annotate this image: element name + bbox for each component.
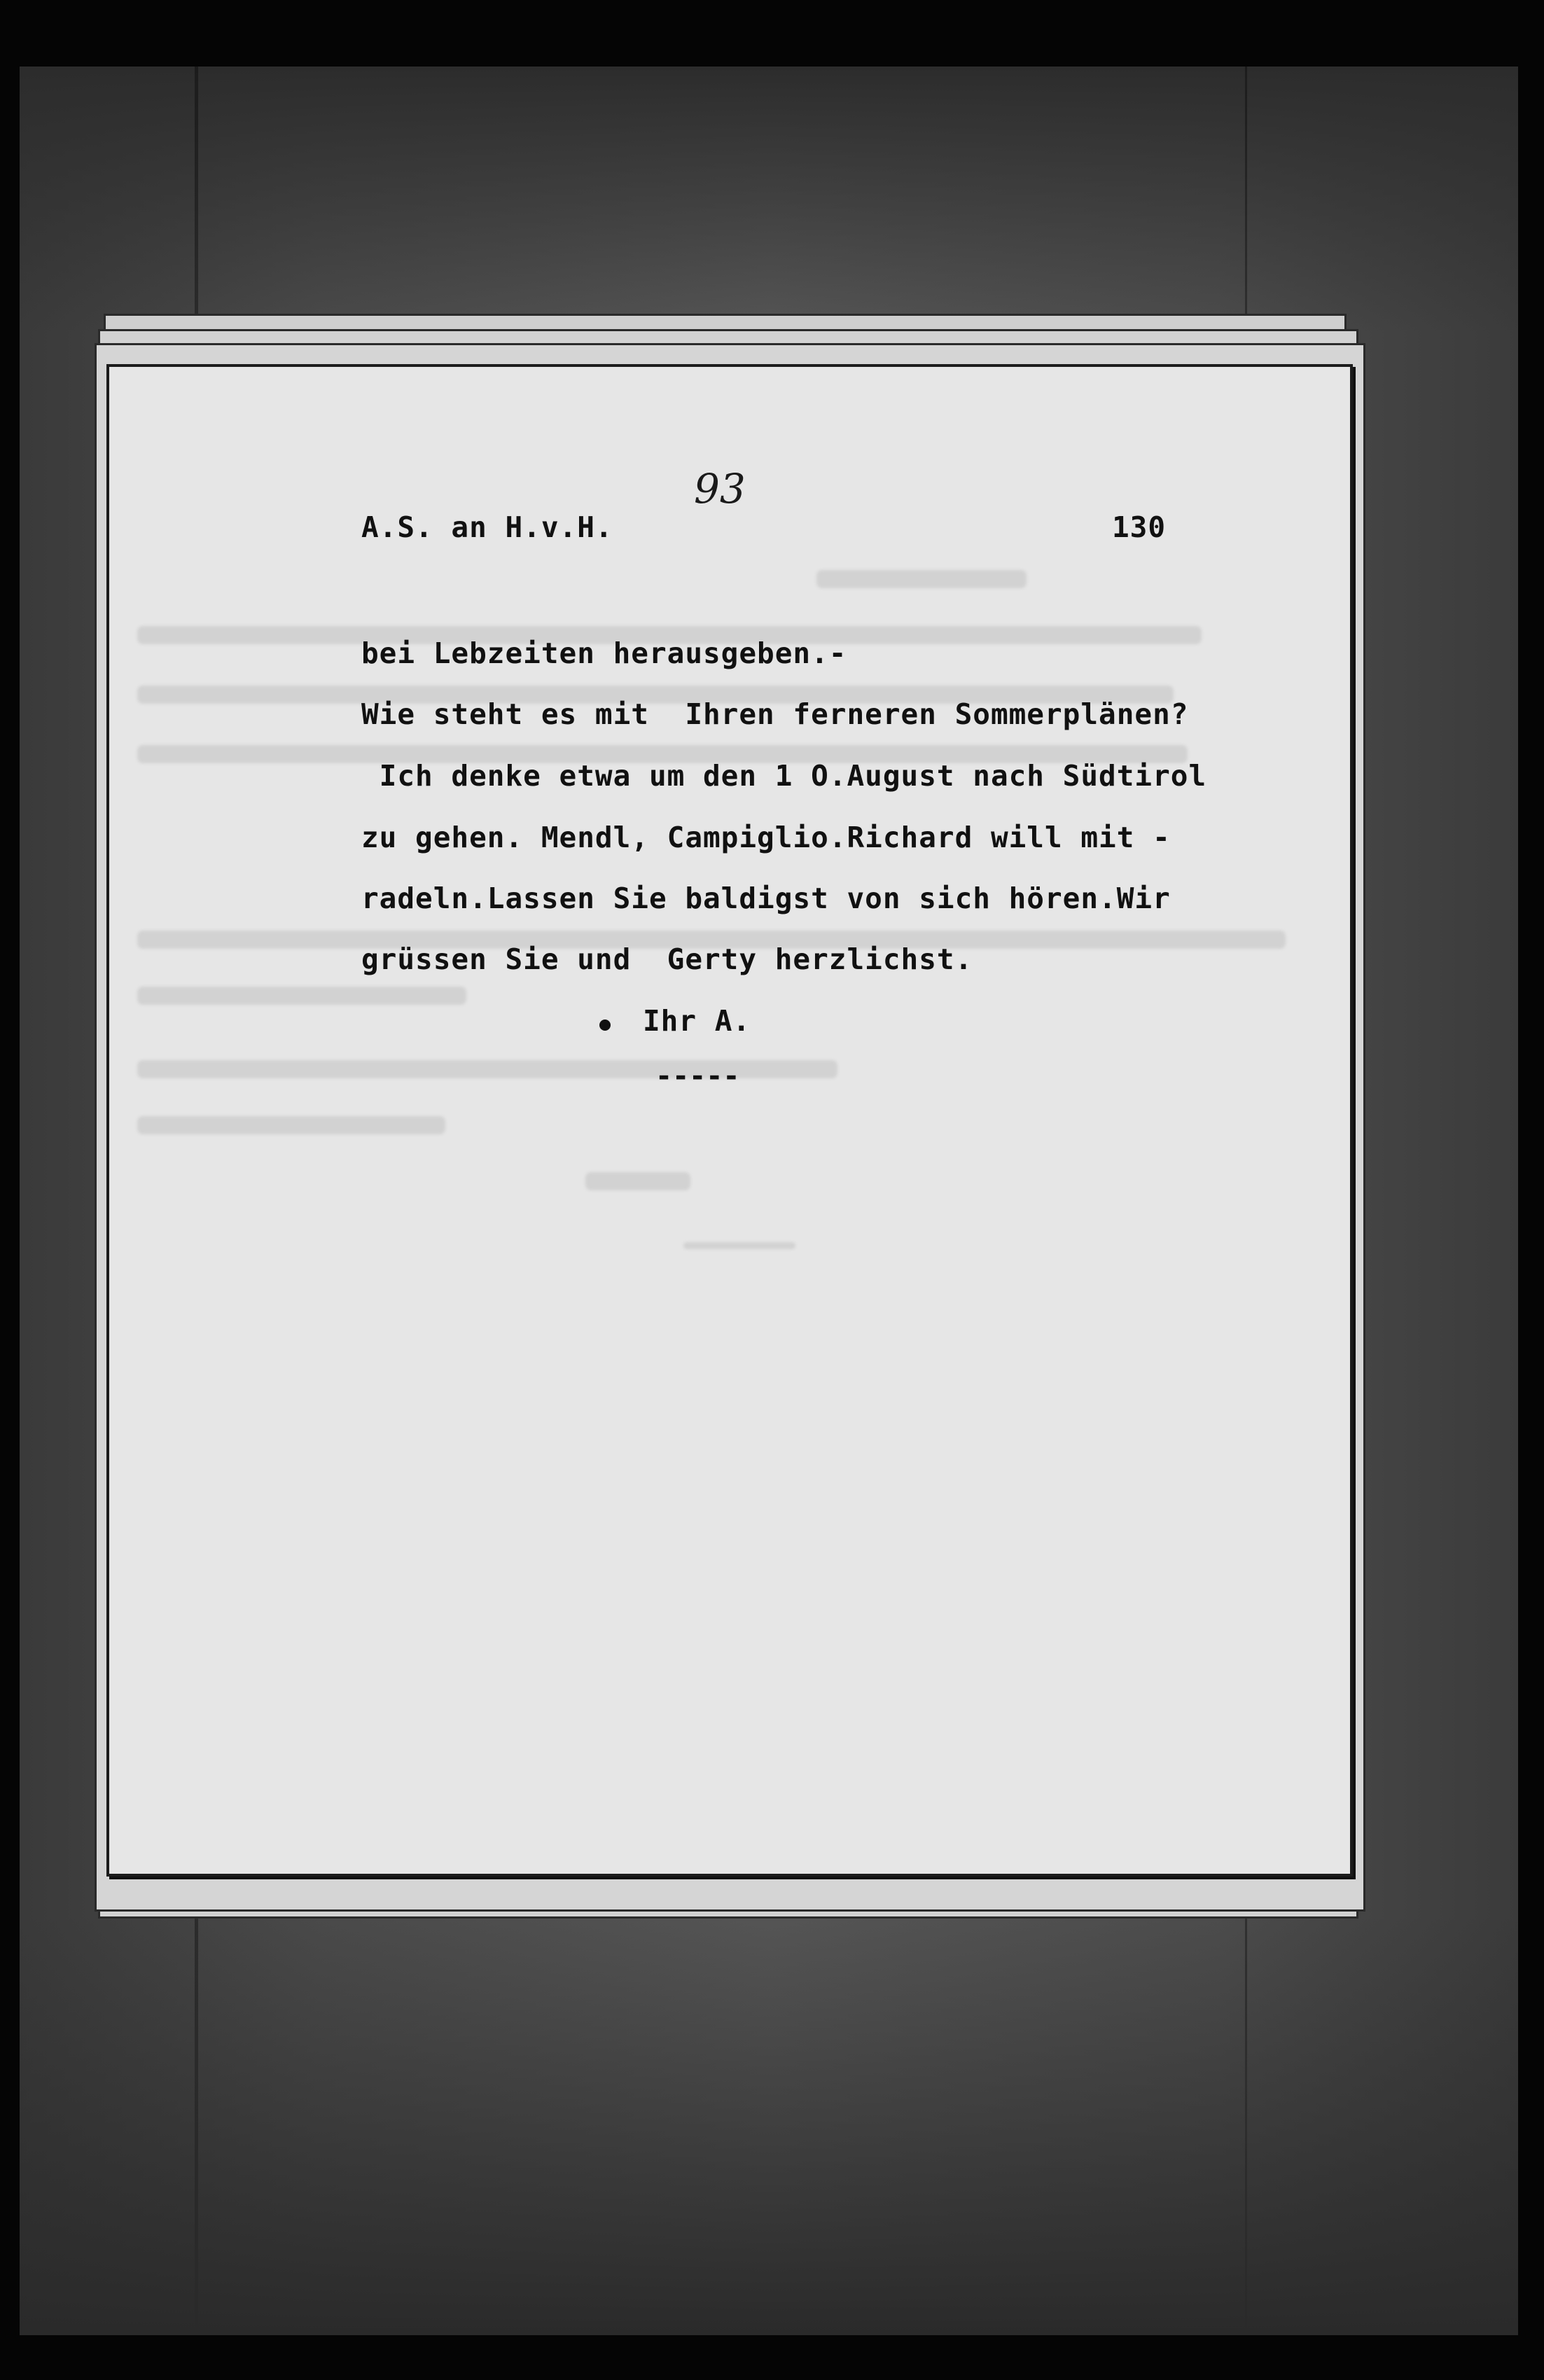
bleed-through-text [585,1172,690,1190]
letter-line: Wie steht es mit Ihren ferneren Sommerplänen? [361,697,1189,731]
ink-dot [599,1019,611,1031]
letter-line: Ich denke etwa um den 1 O.August nach Südtirol [361,759,1207,793]
bleed-through-text [137,987,466,1005]
letter-line: zu gehen. Mendl, Campiglio.Richard will mit - [361,821,1171,854]
closing-rule: ----- [655,1060,740,1092]
letter-line: bei Lebzeiten herausgeben.- [361,636,847,670]
letter-page [106,364,1353,1877]
letter-header: A.S. an H.v.H. [361,510,613,544]
bleed-through-text [816,570,1027,588]
bleed-through-text [137,1116,445,1134]
bleed-through-text [683,1242,795,1249]
signature: Ihr A. [643,1004,751,1038]
letter-line: grüssen Sie und Gerty herzlichst. [361,942,973,976]
letter-line: radeln.Lassen Sie baldigst von sich hören.Wir [361,882,1171,915]
handwritten-folio-number: 93 [694,465,746,513]
page-number: 130 [1112,510,1167,544]
